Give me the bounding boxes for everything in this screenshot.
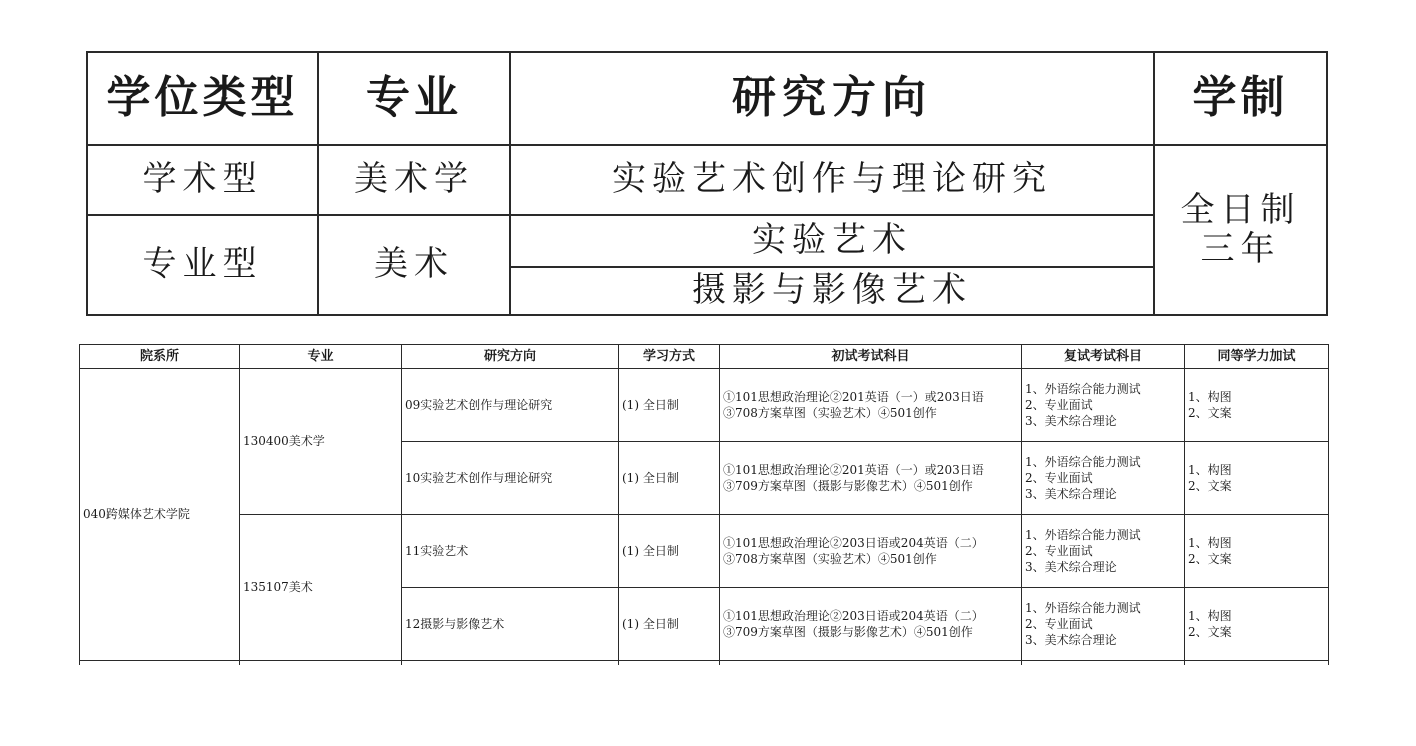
col-header-retest: 复试考试科目 bbox=[1022, 345, 1185, 369]
retest-line: 2、专业面试 bbox=[1025, 470, 1093, 485]
mode-cell: (1) 全日制 bbox=[619, 588, 720, 661]
extra-exam-cell bbox=[1185, 369, 1329, 442]
exam-line: ①101思想政治理论②203日语或204英语（二） bbox=[723, 608, 984, 623]
header-major: 专业 bbox=[318, 52, 510, 145]
direction-cell: 实验艺术创作与理论研究 bbox=[510, 145, 1154, 215]
extra-line: 2、文案 bbox=[1188, 406, 1232, 420]
detail-table bbox=[79, 344, 1329, 665]
exam-line: ①101思想政治理论②201英语（一）或203日语 bbox=[723, 462, 984, 477]
retest-line: 1、外语综合能力测试 bbox=[1025, 600, 1141, 615]
direction-cell: 摄影与影像艺术 bbox=[510, 267, 1154, 315]
extra-exam-cell bbox=[1185, 515, 1329, 588]
direction-cell: 12摄影与影像艺术 bbox=[402, 588, 619, 661]
direction-cell: 11实验艺术 bbox=[402, 515, 619, 588]
initial-exam-cell bbox=[720, 442, 1022, 515]
extra-line: 2、文案 bbox=[1188, 552, 1232, 566]
cutoff-cell bbox=[720, 661, 1022, 666]
table-row-cutoff bbox=[80, 661, 1329, 666]
degree-type-cell: 专业型 bbox=[87, 215, 318, 315]
cutoff-cell bbox=[1185, 661, 1329, 666]
major-cell: 130400美术学 bbox=[240, 369, 402, 515]
summary-row bbox=[87, 145, 1327, 215]
major-cell: 美术学 bbox=[318, 145, 510, 215]
retest-line: 2、专业面试 bbox=[1025, 397, 1093, 412]
detail-header-row bbox=[80, 345, 1329, 369]
major-cell: 135107美术 bbox=[240, 515, 402, 661]
summary-row bbox=[87, 215, 1327, 267]
col-header-initial-exam: 初试考试科目 bbox=[720, 345, 1022, 369]
retest-cell bbox=[1022, 515, 1185, 588]
extra-line: 2、文案 bbox=[1188, 625, 1232, 639]
mode-cell: (1) 全日制 bbox=[619, 442, 720, 515]
mode-cell: (1) 全日制 bbox=[619, 515, 720, 588]
extra-exam-cell bbox=[1185, 588, 1329, 661]
exam-line: ③708方案草图（实验艺术）④501创作 bbox=[723, 406, 937, 420]
direction-cell: 实验艺术 bbox=[510, 215, 1154, 267]
col-header-major: 专业 bbox=[240, 345, 402, 369]
initial-exam-cell bbox=[720, 515, 1022, 588]
table-row bbox=[80, 369, 1329, 442]
retest-line: 1、外语综合能力测试 bbox=[1025, 454, 1141, 469]
col-header-department: 院系所 bbox=[80, 345, 240, 369]
extra-line: 1、构图 bbox=[1188, 462, 1232, 477]
header-system: 学制 bbox=[1154, 52, 1327, 145]
system-line: 三年 bbox=[1200, 229, 1281, 269]
retest-line: 3、美术综合理论 bbox=[1025, 414, 1117, 429]
retest-line: 2、专业面试 bbox=[1025, 616, 1093, 631]
direction-cell: 09实验艺术创作与理论研究 bbox=[402, 369, 619, 442]
extra-line: 1、构图 bbox=[1188, 389, 1232, 404]
retest-line: 3、美术综合理论 bbox=[1025, 487, 1117, 502]
cutoff-cell bbox=[402, 661, 619, 666]
extra-line: 1、构图 bbox=[1188, 608, 1232, 623]
initial-exam-cell bbox=[720, 588, 1022, 661]
table-row bbox=[80, 515, 1329, 588]
department-cell: 040跨媒体艺术学院 bbox=[80, 369, 240, 661]
cutoff-cell bbox=[619, 661, 720, 666]
retest-cell bbox=[1022, 369, 1185, 442]
exam-line: ③709方案草图（摄影与影像艺术）④501创作 bbox=[723, 479, 973, 493]
retest-cell bbox=[1022, 442, 1185, 515]
system-cell bbox=[1154, 145, 1327, 315]
exam-line: ③709方案草图（摄影与影像艺术）④501创作 bbox=[723, 625, 973, 639]
retest-line: 3、美术综合理论 bbox=[1025, 633, 1117, 648]
retest-line: 3、美术综合理论 bbox=[1025, 560, 1117, 575]
system-line: 全日制 bbox=[1180, 189, 1301, 230]
exam-line: ①101思想政治理论②201英语（一）或203日语 bbox=[723, 389, 984, 404]
col-header-extra-exam: 同等学力加试 bbox=[1185, 345, 1329, 369]
header-degree-type: 学位类型 bbox=[87, 52, 318, 145]
degree-type-cell: 学术型 bbox=[87, 145, 318, 215]
retest-line: 1、外语综合能力测试 bbox=[1025, 381, 1141, 396]
retest-line: 2、专业面试 bbox=[1025, 543, 1093, 558]
cutoff-cell bbox=[80, 661, 240, 666]
mode-cell: (1) 全日制 bbox=[619, 369, 720, 442]
summary-header-row bbox=[87, 52, 1327, 145]
initial-exam-cell bbox=[720, 369, 1022, 442]
cutoff-cell bbox=[240, 661, 402, 666]
exam-line: ③708方案草图（实验艺术）④501创作 bbox=[723, 552, 937, 566]
extra-line: 1、构图 bbox=[1188, 535, 1232, 550]
extra-exam-cell bbox=[1185, 442, 1329, 515]
header-direction: 研究方向 bbox=[510, 52, 1154, 145]
col-header-mode: 学习方式 bbox=[619, 345, 720, 369]
retest-cell bbox=[1022, 588, 1185, 661]
col-header-direction: 研究方向 bbox=[402, 345, 619, 369]
extra-line: 2、文案 bbox=[1188, 479, 1232, 493]
cutoff-cell bbox=[1022, 661, 1185, 666]
major-cell: 美术 bbox=[318, 215, 510, 315]
exam-line: ①101思想政治理论②203日语或204英语（二） bbox=[723, 535, 984, 550]
summary-table bbox=[86, 51, 1328, 316]
retest-line: 1、外语综合能力测试 bbox=[1025, 527, 1141, 542]
direction-cell: 10实验艺术创作与理论研究 bbox=[402, 442, 619, 515]
